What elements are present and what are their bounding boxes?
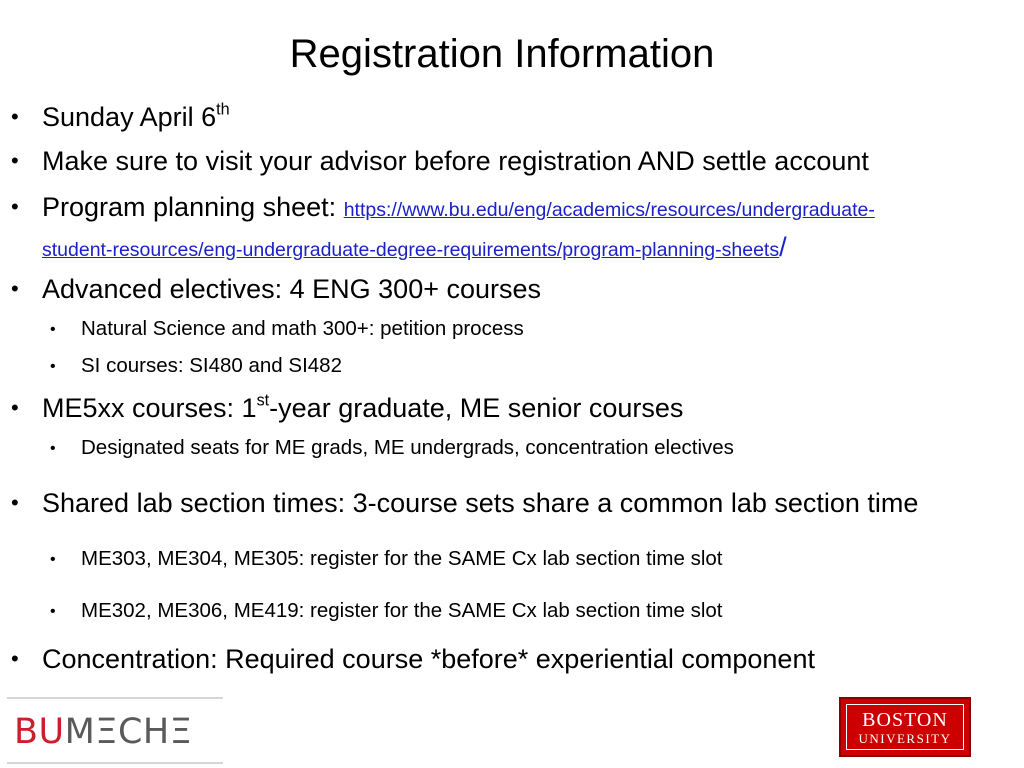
bullet-dot: •	[11, 104, 19, 129]
bullet-dot: •	[11, 395, 19, 420]
bullet-dot: •	[50, 551, 56, 568]
bullet-dot: •	[11, 646, 19, 671]
bullet-planning-sheet: • Program planning sheet: https://www.bu.edu/eng/academics/resources/undergraduate-	[42, 189, 875, 228]
footer-rule-bottom	[7, 762, 223, 764]
bullet-advanced-electives: • Advanced electives: 4 ENG 300+ courses	[42, 271, 541, 307]
bullet-dot: •	[11, 148, 19, 173]
boston-university-logo-frame: BOSTON UNIVERSITY	[846, 704, 964, 750]
bullet-date: • Sunday April 6th	[42, 99, 230, 135]
sub-bullet-natural-science: • Natural Science and math 300+: petition process	[81, 315, 524, 343]
bullet-dot: •	[11, 194, 19, 219]
bullet-me5xx: • ME5xx courses: 1st-year graduate, ME senior courses	[42, 390, 683, 426]
bullet-dot: •	[50, 321, 56, 338]
bumeche-logo: BUMΞCHΞ	[14, 712, 193, 752]
bullet-dot: •	[50, 603, 56, 620]
bullet-dot: •	[50, 440, 56, 457]
slide-title: Registration Information	[289, 32, 715, 76]
bullet-dot: •	[11, 276, 19, 301]
bullet-dot: •	[11, 490, 19, 515]
planning-sheet-link[interactable]: https://www.bu.edu/eng/academics/resources/undergraduate-	[343, 199, 875, 221]
bullet-advisor: • Make sure to visit your advisor before registration AND settle account	[42, 143, 869, 179]
sub-bullet-si-courses: • SI courses: SI480 and SI482	[81, 352, 342, 380]
planning-sheet-link-continued[interactable]: student-resources/eng-undergraduate-degree-requirements/program-planning-sheets/	[42, 232, 787, 262]
boston-university-logo	[839, 697, 971, 757]
bullet-dot: •	[50, 358, 56, 375]
sub-bullet-me302-set: • ME302, ME306, ME419: register for the SAME Cx lab section time slot	[81, 597, 722, 625]
bullet-concentration: • Concentration: Required course *before* experiential component	[42, 641, 815, 677]
sub-bullet-designated-seats: • Designated seats for ME grads, ME undergrads, concentration electives	[81, 434, 734, 462]
footer-rule-top	[7, 697, 223, 699]
bullet-shared-lab: • Shared lab section times: 3-course sets share a common lab section time	[42, 485, 918, 521]
sub-bullet-me303-set: • ME303, ME304, ME305: register for the SAME Cx lab section time slot	[81, 545, 722, 573]
